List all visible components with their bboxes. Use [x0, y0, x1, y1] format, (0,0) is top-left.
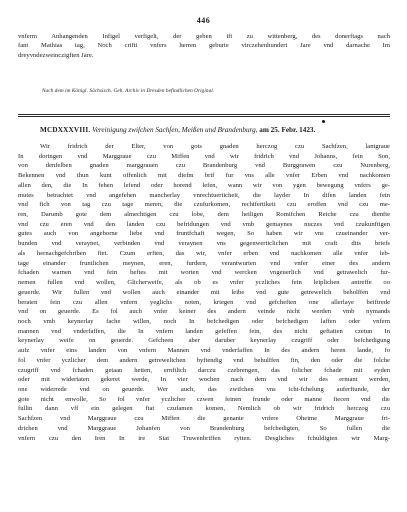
source-note: Nach dem im Königl. Sächsisch. Geh. Archiv in Dresden befindlichen Original. — [42, 88, 215, 94]
text-line: Bekennen vnd thun kunt offenlich mit diefm brif fur vns alle vnfer Erben vnd nachkomen — [18, 172, 390, 180]
text-line: tage einander fruntlichen meynen, eren, furdern, verantwurten vnd vnfer einer des andern — [18, 259, 390, 267]
text-line: vnfern czu den Iren In ire Stat Truwenbriffen rytten. Desgliches fchuldigten wir Marg- — [18, 434, 390, 442]
text-line: vnd czu eren vnd den landen czu befridungen vnd vmb gemaynes nuczes vnd czukunftigen — [18, 220, 390, 228]
text-line: nemen fullen vnd wollen, Glicherweife, als ob es vnfer yczliches fein leiplichen antreffe oo — [18, 279, 390, 287]
heading-number: MCDXXXVIII. — [40, 126, 91, 134]
text-line: bunden vnd verаynet, verbinden vnd veraynen vns gegenwerticlichen mit craft dits briefs — [18, 240, 390, 248]
text-line: allen den, die In fehen lefend oder horend lefen, wann wir von ygen bewegung vnfers ge- — [18, 181, 390, 189]
text-line: vnd fich von tag czu tage meren, die czufurkomen, rechtfertikeit czu eroffen vnd czu mе- — [18, 201, 390, 209]
text-line: ren, Darumb gote dem almechtigen czu lobe, dem heiligen Romifchen Reiche czu dienfte — [18, 211, 390, 219]
text-line: fol vnfer yczlicher dem andern getrewelichen byftendig vnd behulffen fin, den oder die folche — [18, 356, 390, 364]
text-line: dreyvndezweinczigften Jare. — [18, 51, 94, 59]
divider-rule — [18, 114, 390, 115]
text-line: mutes betrachtet vnd angefehen mancherlay vnrechtuerticheit, die layder In difen landen fein — [18, 191, 390, 199]
ornament-dot — [322, 120, 325, 123]
text-line: oder mit widertaten gekeret werde, In vier wochen nach dem vnd wir des ermant werden, — [18, 376, 390, 384]
text-line: drichen vnd Marggraue Johanfen von Brandenburg befchedigten, So fullen die — [18, 424, 390, 432]
page-number: 446 — [196, 16, 211, 25]
text-line: In doringen vnd Marggraue czu Miffen vnd wir fridrich vnd Johanns, fein Son, — [18, 152, 390, 160]
text-line: fant Mathias tag, Noch crifti vnfers herren geburte virczehenhundert Jare vnd darnache Im — [18, 42, 390, 50]
text-line: geuerde. Wir fullen vnd wollen auch einander mit leibe vnd gute getrewelich beholffen vnd — [18, 288, 390, 296]
text-line: als hernachgefchriben ftet. Czum erften, das wir, vnfer erben vnd nachkomen alle vnfer leb- — [18, 249, 390, 257]
text-line: vnferm Anhangenden Infigel verfigelt, der geben ift zu wittenberg, des donerftags nach — [18, 33, 390, 40]
heading-date: am 25. Febr. 1423. — [259, 126, 316, 134]
text-line: aufz vnfer eins landen von vnfern Mannen vnd vnderfaffen In des andern heren lande, fo — [18, 347, 390, 355]
text-line: von denfelben gnaden marggrauen czu Brandenburg vnd Burggrawen czu Nurenberg, — [18, 162, 390, 170]
text-line: one widerrede vnd on geuerde. Wer auch, das zwifchen vns icht-fchelung auferftunde, der — [18, 385, 390, 393]
text-line: gote nicht enwolle, So fol vnfer yczlicher czwen feinen frunde oder manne fiecen vnd die — [18, 395, 390, 403]
text-line: vnd on geuerde. Es fol auch vnfer keiner des andern veinde nicht werden vmb nymands — [18, 308, 390, 316]
text-line: gutes auch von angeborne liebe vnd fruntfchaft wegen, So haben wir vns czueinander ver- — [18, 230, 390, 238]
text-line: noch vmb keynerlay fache willen, noch In befchedigen oder befchedigen laffen oder vnfern — [18, 317, 390, 325]
divider-rule — [18, 116, 390, 117]
heading-title: Vereinigung zwiſchen Sachſen, Meißen und Brandenburg, — [92, 126, 258, 134]
text-line: Wir fridrich der Elter, von gots gnaden herczog czu Sachfzen, lantgraue — [40, 143, 390, 150]
text-line: mannen vnd vnderfaffen, die In vnfern landen gefeffen fein, des nicht geftatten czetun In — [18, 327, 390, 335]
text-line: fchaden warnen vnd fein beftes mit worten vnd wercken vngeuerlich vnd getrawelich fur- — [18, 269, 390, 277]
charter-body — [18, 142, 390, 443]
text-line: Sachfzen vnd Marggraue czu Miffen die genante vnfere Oheime Marggraue fri- — [18, 415, 390, 423]
text-line: czugriff vnd fchaden getaan hetten, ernftlich darczu czebrengen, das folicher fchade mit eyden — [18, 366, 390, 374]
text-line: keynerlay weife on geuerde. Gefcheen aber daruber keynerlay czugriff oder befchedigung — [18, 337, 390, 345]
text-line: beraten fein czu allen vnfern yeglichs noten, kriegen vnd gefcheften one allerlaye beiftrede — [18, 298, 390, 306]
previous-document-ending — [18, 32, 390, 60]
text-line: fullin dann vff ein gelegen ftat czufamen komen, Nemlich ob wir fridrich herczog czu — [18, 405, 390, 413]
document-heading — [40, 126, 390, 135]
